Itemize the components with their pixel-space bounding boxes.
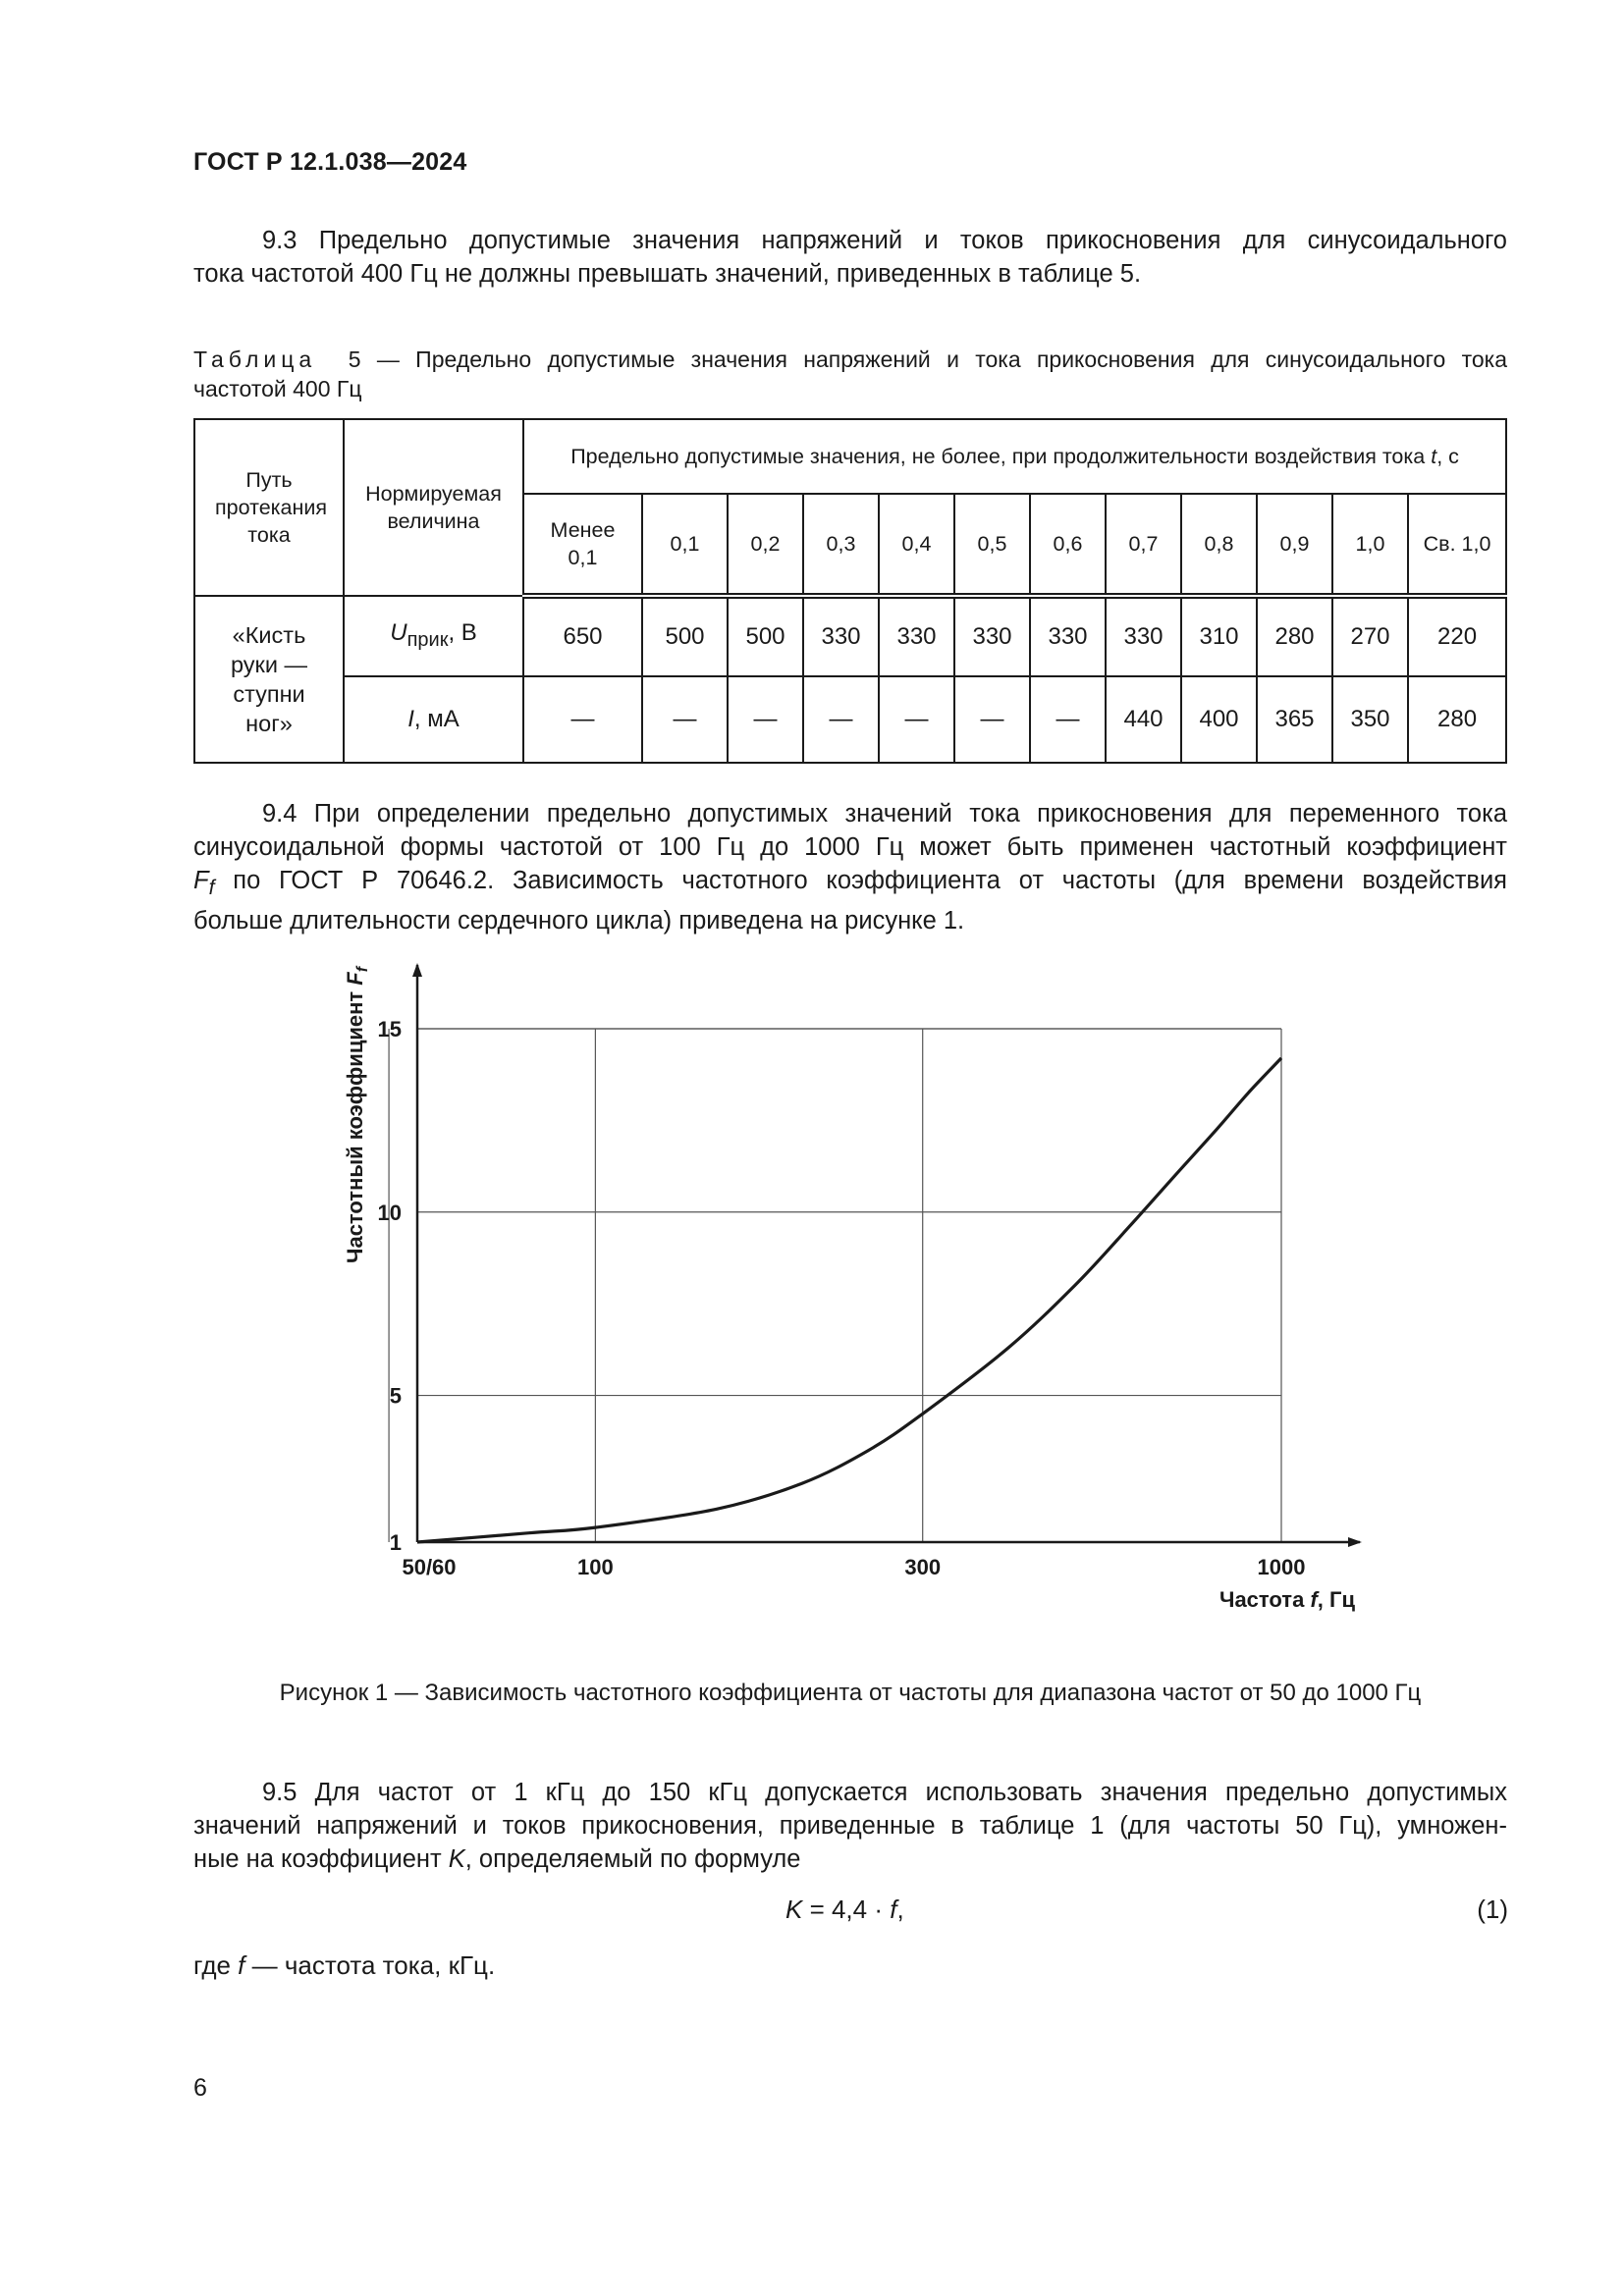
paragraph-9-4-line-4: больше длительности сердечного цикла) приведена на рисунке 1. bbox=[193, 907, 965, 935]
column-header-path: Путь протекания тока bbox=[194, 419, 344, 596]
y-tick-label: 10 bbox=[377, 1200, 402, 1225]
table-caption-line-2: частотой 400 Гц bbox=[193, 376, 362, 401]
paragraph-9-5-line-1: 9.5 Для частот от 1 кГц до 150 кГц допускается использовать значения предельно допустимых bbox=[262, 1779, 1507, 1806]
i-value-cell: 350 bbox=[1332, 676, 1408, 763]
u-value-cell: 330 bbox=[879, 596, 954, 676]
x-tick-label: 1000 bbox=[1257, 1555, 1306, 1579]
u-value-cell: 330 bbox=[1106, 596, 1181, 676]
u-value-cell: 280 bbox=[1257, 596, 1332, 676]
duration-header-1: 0,1 bbox=[642, 494, 728, 596]
i-value-cell: — bbox=[879, 676, 954, 763]
i-value-cell: — bbox=[954, 676, 1030, 763]
page-number: 6 bbox=[193, 2074, 207, 2102]
duration-header-0: Менее 0,1 bbox=[523, 494, 642, 596]
formula-number: (1) bbox=[1477, 1895, 1508, 1924]
u-value-cell: 310 bbox=[1181, 596, 1257, 676]
quantity-i-cell: I, мА bbox=[344, 676, 523, 763]
column-header-quantity: Нормируемая величина bbox=[344, 419, 523, 596]
formula-k: K = 4,4 · f, bbox=[785, 1895, 904, 1924]
y-tick-label: 1 bbox=[389, 1530, 402, 1555]
u-value-cell: 220 bbox=[1408, 596, 1506, 676]
x-tick-label: 300 bbox=[904, 1555, 942, 1579]
i-value-cell: 365 bbox=[1257, 676, 1332, 763]
figure-1-caption: Рисунок 1 — Зависимость частотного коэффициента от частоты для диапазона частот от 50 до 1000 Гц bbox=[279, 1680, 1422, 1706]
duration-header-10: 1,0 bbox=[1332, 494, 1408, 596]
paragraph-9-4-line-1: 9.4 При определении предельно допустимых значений тока прикосновения для переменного тока bbox=[262, 800, 1507, 828]
i-value-cell: — bbox=[642, 676, 728, 763]
i-value-cell: 280 bbox=[1408, 676, 1506, 763]
i-value-cell: — bbox=[523, 676, 642, 763]
paragraph-9-5-line-3: ные на коэффициент K, определяемый по формуле bbox=[193, 1845, 801, 1873]
series-line-ff bbox=[417, 1058, 1281, 1542]
document-code-header: ГОСТ Р 12.1.038—2024 bbox=[193, 148, 467, 176]
u-value-cell: 650 bbox=[523, 596, 642, 676]
u-value-cell: 330 bbox=[954, 596, 1030, 676]
u-value-cell: 500 bbox=[642, 596, 728, 676]
paragraph-9-3-line-2: тока частотой 400 Гц не должны превышать значений, приведенных в таблице 5. bbox=[193, 260, 1142, 288]
x-tick-label: 100 bbox=[577, 1555, 614, 1579]
i-value-cell: — bbox=[1030, 676, 1106, 763]
path-cell: «Кисть руки — ступни ног» bbox=[194, 596, 344, 763]
paragraph-9-3-line-1: 9.3 Предельно допустимые значения напряжений и токов прикосновения для синусоидального bbox=[262, 227, 1507, 254]
column-header-group: Предельно допустимые значения, не более, при продолжительности воздействия тока t, с bbox=[523, 419, 1506, 494]
u-value-cell: 500 bbox=[728, 596, 803, 676]
duration-header-4: 0,4 bbox=[879, 494, 954, 596]
x-tick-label: 50/60 bbox=[402, 1555, 457, 1579]
chart-x-axis-label: Частота f, Гц bbox=[1218, 1587, 1355, 1612]
paragraph-9-4-line-2: синусоидальной формы частотой от 100 Гц до 1000 Гц может быть применен частотный коэффициент bbox=[193, 833, 1507, 861]
duration-header-11: Св. 1,0 bbox=[1408, 494, 1506, 596]
quantity-u-cell: $U_{прик}$, В bbox=[344, 596, 523, 676]
i-value-cell: — bbox=[728, 676, 803, 763]
i-value-cell: — bbox=[803, 676, 879, 763]
paragraph-9-5-line-2: значений напряжений и токов прикосновения, приведенные в таблице 1 (для частоты 50 Гц), умножен- bbox=[193, 1812, 1507, 1840]
duration-header-2: 0,2 bbox=[728, 494, 803, 596]
formula-explanation: где f — частота тока, кГц. bbox=[193, 1950, 496, 1980]
paragraph-9-4-line-3: $F_f$ по ГОСТ Р 70646.2. Зависимость частотного коэффициента от частоты (для времени воздействия bbox=[193, 867, 1507, 900]
i-value-cell: 400 bbox=[1181, 676, 1257, 763]
i-value-cell: 440 bbox=[1106, 676, 1181, 763]
duration-header-7: 0,7 bbox=[1106, 494, 1181, 596]
y-tick-label: 5 bbox=[389, 1383, 402, 1409]
table-caption-label: Таблица bbox=[193, 347, 317, 372]
duration-header-6: 0,6 bbox=[1030, 494, 1106, 596]
u-value-cell: 330 bbox=[803, 596, 879, 676]
u-value-cell: 270 bbox=[1332, 596, 1408, 676]
duration-header-5: 0,5 bbox=[954, 494, 1030, 596]
duration-header-9: 0,9 bbox=[1257, 494, 1332, 596]
u-value-cell: 330 bbox=[1030, 596, 1106, 676]
duration-header-8: 0,8 bbox=[1181, 494, 1257, 596]
duration-header-3: 0,3 bbox=[803, 494, 879, 596]
paragraph-9-5 bbox=[193, 1776, 1507, 1876]
y-tick-label: 15 bbox=[377, 1017, 402, 1041]
table-caption-title: 5 — Предельно допустимые значения напряжений и тока прикосновения для синусоидального тока bbox=[348, 347, 1507, 372]
chart-y-axis-label: Частотный коэффициент $F_f$ bbox=[343, 966, 371, 1263]
